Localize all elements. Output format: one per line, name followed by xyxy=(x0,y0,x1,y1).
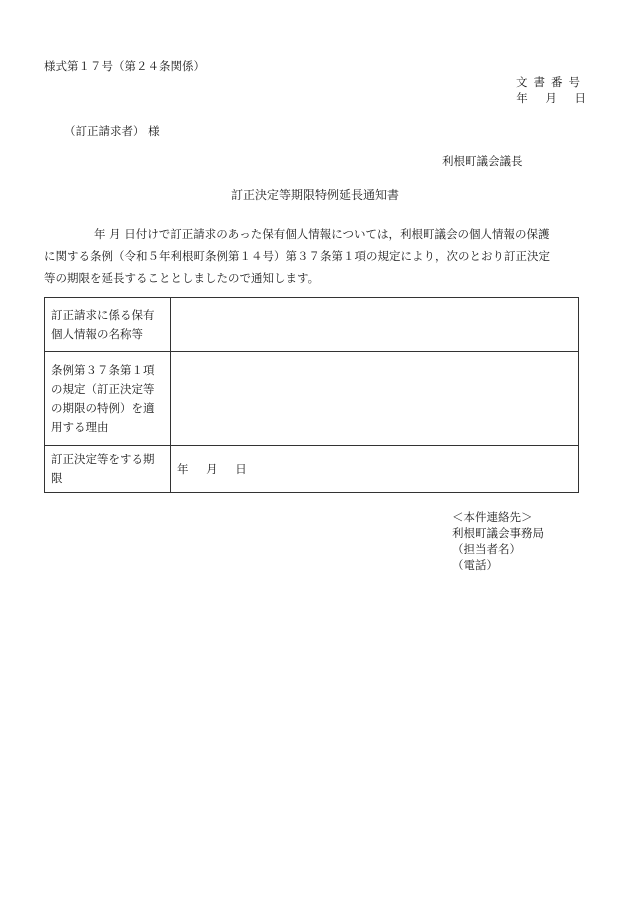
body-line: に関する条例（令和５年利根町条例第１４号）第３７条第１項の規定により，次のとおり訂正決定 xyxy=(44,249,550,263)
document-date-label: 年 月 日 xyxy=(516,91,586,105)
table-row xyxy=(45,298,579,352)
contact-person: （担当者名） xyxy=(452,542,521,556)
body-paragraph xyxy=(44,223,584,289)
row-label: 訂正請求に係る保有 個人情報の名称等 xyxy=(45,298,171,352)
row-label: 訂正決定等をする期 限 xyxy=(45,446,171,493)
recipient-line: （訂正請求者） 様 xyxy=(64,124,160,138)
row-value xyxy=(171,352,579,446)
info-table xyxy=(44,297,579,493)
table-row xyxy=(45,352,579,446)
document-number-label: 文書番号 xyxy=(516,75,586,89)
body-line: 年 月 日付けで訂正請求のあった保有個人情報については，利根町議会の個人情報の保護 xyxy=(94,227,550,241)
row-label: 条例第３７条第１項 の規定（訂正決定等 の期限の特例）を適 用する理由 xyxy=(45,352,171,446)
contact-heading: ＜本件連絡先＞ xyxy=(452,510,533,524)
row-value xyxy=(171,298,579,352)
table-row xyxy=(45,446,579,493)
body-line: 等の期限を延長することとしましたので通知します。 xyxy=(44,271,320,285)
contact-phone: （電話） xyxy=(452,558,498,572)
contact-block xyxy=(452,509,544,573)
contact-office: 利根町議会事務局 xyxy=(452,526,544,540)
sender-line: 利根町議会議長 xyxy=(442,154,523,168)
period-date-value: 年 月 日 xyxy=(171,446,579,493)
document-title: 訂正決定等期限特例延長通知書 xyxy=(230,188,399,202)
form-number: 様式第１７号（第２４条関係） xyxy=(44,59,205,73)
